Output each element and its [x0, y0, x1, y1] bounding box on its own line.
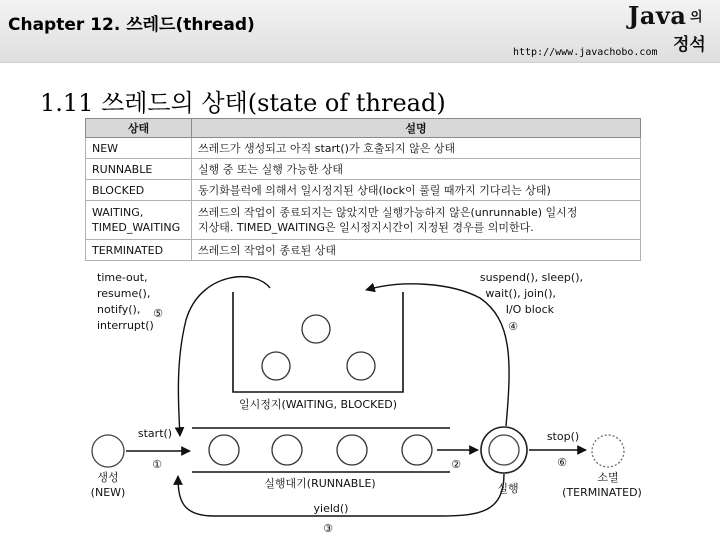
site-url: http://www.javachobo.com	[513, 47, 658, 58]
state-cell: TERMINATED	[86, 240, 192, 261]
java-logo: Java	[628, 1, 687, 30]
running-state-inner-circle	[489, 435, 519, 465]
java-logo-particle: 의	[690, 10, 703, 25]
new-state-circle	[92, 435, 124, 467]
stop-label: stop()	[546, 430, 580, 443]
runnable-thread-circle	[209, 435, 239, 465]
state-cell: RUNNABLE	[86, 159, 192, 180]
waiting-thread-circle	[262, 352, 290, 380]
new-label: 생성	[97, 471, 119, 484]
runnable-label: 실행대기(RUNNABLE)	[264, 477, 376, 490]
runnable-thread-circle	[337, 435, 367, 465]
slide-title: 1.11 쓰레드의 상태(state of thread)	[40, 89, 446, 117]
description-cell: 실행 중 또는 실행 가능한 상태	[192, 159, 641, 180]
description-line-2: 지상태. TIMED_WAITING은 일시정지시간이 지정된 경우를 의미한다.	[198, 221, 534, 234]
runnable-thread-circle	[272, 435, 302, 465]
column-header-state: 상태	[86, 119, 192, 138]
waiting-thread-circle	[347, 352, 375, 380]
step-6-marker: ⑥	[557, 456, 567, 469]
step-5-marker: ⑤	[153, 307, 163, 320]
waiting-thread-circle	[302, 315, 330, 343]
state-cell: BLOCKED	[86, 180, 192, 201]
terminated-state-circle	[592, 435, 624, 467]
state-line-1: WAITING,	[92, 206, 144, 219]
step-4-marker: ④	[508, 320, 518, 333]
start-label: start()	[137, 427, 173, 440]
column-header-description: 설명	[192, 119, 641, 138]
resume-methods-line-3: notify(),	[97, 303, 141, 316]
chapter-title: Chapter 12. 쓰레드(thread)	[8, 15, 255, 35]
runnable-thread-circle	[402, 435, 432, 465]
resume-methods-line-1: time-out,	[97, 271, 148, 284]
new-label-en: (NEW)	[90, 486, 126, 499]
suspend-methods-line-1: suspend(), sleep(),	[479, 271, 583, 284]
waiting-label: 일시정지(WAITING, BLOCKED)	[238, 398, 398, 411]
description-cell: 쓰레드가 생성되고 아직 start()가 호출되지 않은 상태	[192, 138, 641, 159]
step-2-marker: ②	[451, 458, 461, 471]
running-label: 실행	[497, 482, 519, 495]
suspend-methods-line-2: wait(), join(),	[485, 287, 556, 300]
description-cell: 쓰레드의 작업이 종료된 상태	[192, 240, 641, 261]
terminated-label-en: (TERMINATED)	[562, 486, 642, 499]
state-cell: NEW	[86, 138, 192, 159]
suspend-methods-line-3: I/O block	[505, 303, 554, 316]
yield-label: yield()	[313, 502, 349, 515]
step-1-marker: ①	[152, 458, 162, 471]
terminated-label: 소멸	[597, 471, 619, 484]
description-cell: 동기화블럭에 의해서 일시정지된 상태(lock이 풀릴 때까지 기다리는 상태)	[192, 180, 641, 201]
resume-methods-line-4: interrupt()	[97, 319, 154, 332]
state-line-2: TIMED_WAITING	[92, 221, 181, 234]
step-3-marker: ③	[323, 522, 333, 535]
resume-arrow	[178, 277, 270, 436]
description-line-1: 쓰레드의 작업이 종료되지는 않았지만 실행가능하지 않은(unrunnable) 일시정	[198, 206, 578, 219]
java-logo-subtitle: 정석	[673, 35, 706, 55]
resume-methods-line-2: resume(),	[97, 287, 151, 300]
